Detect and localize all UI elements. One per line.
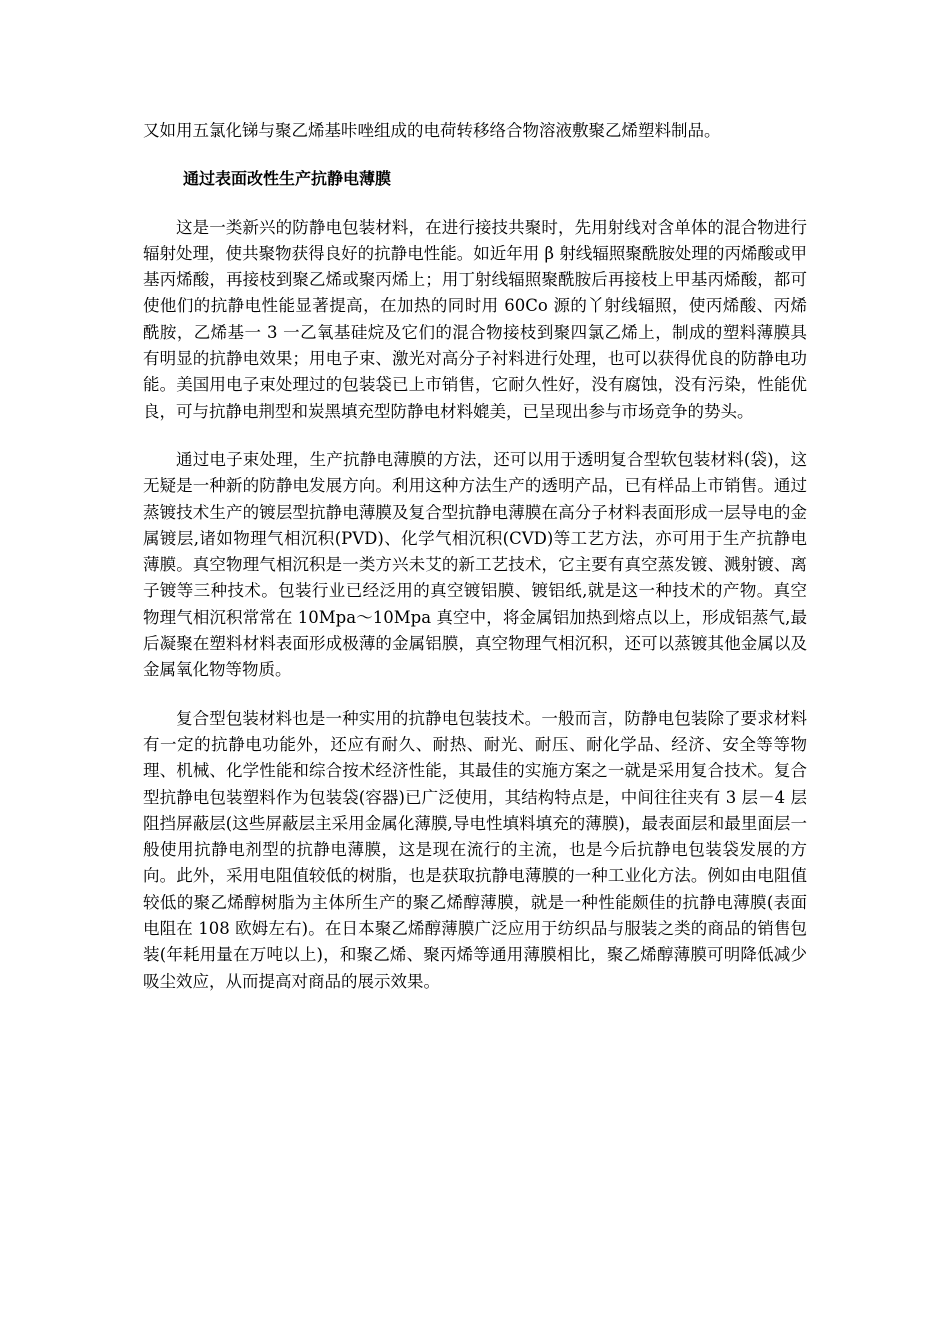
paragraph-continuation: 又如用五氯化锑与聚乙烯基咔唑组成的电荷转移络合物溶液敷聚乙烯塑料制品。: [143, 121, 721, 140]
paragraph-3: 复合型包装材料也是一种实用的抗静电包装技术。一般而言，防静电包装除了要求材料有一定的抗静电功能外，还应有耐久、耐热、耐光、耐压、耐化学品、经济、安全等等物理、机械、化学性能和综合按术经济性能，其最佳的实施方案之一就是采用复合技术。复合型抗静电包装塑料作为包装袋(容器)已广泛使用，其结构特点是，中间往往夹有 3 层－4 层阻挡屏蔽层(这些屏蔽层主采用金属化薄膜,导电性填料填充的薄膜)，最表面层和最里面层一般使用抗静电剂型的抗静电薄膜，这是现在流行的主流，也是今后抗静电包装袋发展的方向。此外，采用电阻值较低的树脂，也是获取抗静电薄膜的一种工业化方法。例如由电阻值较低的聚乙烯醇树脂为主体所生产的聚乙烯醇薄膜，就是一种性能颇佳的抗静电薄膜(表面电阻在 108 欧姆左右)。在日本聚乙烯醇薄膜广泛应用于纺织品与服装之类的商品的销售包装(年耗用量在万吨以上)，和聚乙烯、聚丙烯等通用薄膜相比，聚乙烯醇薄膜可明降低减少吸尘效应，从而提高对商品的展示效果。: [143, 708, 807, 991]
section-heading: 通过表面改性生产抗静电薄膜: [183, 169, 392, 189]
document-page: [143, 118, 807, 995]
paragraph-1: 这是一类新兴的防静电包装材料，在进行接技共聚时，先用射线对含单体的混合物进行辐射处理，使共聚物获得良好的抗静电性能。如近年用 β 射线辐照聚酰胺处理的丙烯酸或甲基丙烯酸，再接枝到聚乙烯或聚丙烯上；用丁射线辐照聚酰胺后再接枝上甲基丙烯酸，都可使他们的抗静电性能显著提高，在加热的同时用 60Co 源的丫射线辐照，使丙烯酸、丙烯酰胺，乙烯基一 3 一乙氧基硅烷及它们的混合物接枝到聚四氯乙烯上，制成的塑料薄膜具有明显的抗静电效果；用电子束、激光对高分子衬料进行处理，也可以获得优良的防静电功能。美国用电子束处理过的包装袋已上市销售，它耐久性好，没有腐蚀，没有污染，性能优良，可与抗静电荆型和炭黑填充型防静电材料媲美，已呈现出参与市场竞争的势头。: [143, 217, 807, 421]
paragraph-2: 通过电子束处理，生产抗静电薄膜的方法，还可以用于透明复合型软包装材料(袋)，这无疑是一种新的防静电发展方向。利用这种方法生产的透明产品，已有样品上市销售。通过蒸镀技术生产的镀层型抗静电薄膜及复合型抗静电薄膜在高分子材料表面形成一层导电的金属镀层,诸如物理气相沉积(PVD)、化学气相沉积(CVD)等工艺方法，亦可用于生产抗静电薄膜。真空物理气相沉积是一类方兴未艾的新工艺技术，它主要有真空蒸发镀、溅射镀、离子镀等三种技术。包装行业已经泛用的真空镀铝膜、镀铝纸,就是这一种技术的产物。真空物理气相沉积常常在 10Mpa～10Mpa 真空中，将金属铝加热到熔点以上，形成铝蒸气,最后凝聚在塑料材料表面形成极薄的金属铝膜，真空物理气相沉积，还可以蒸镀其他金属以及金属氧化物等物质。: [143, 449, 807, 680]
